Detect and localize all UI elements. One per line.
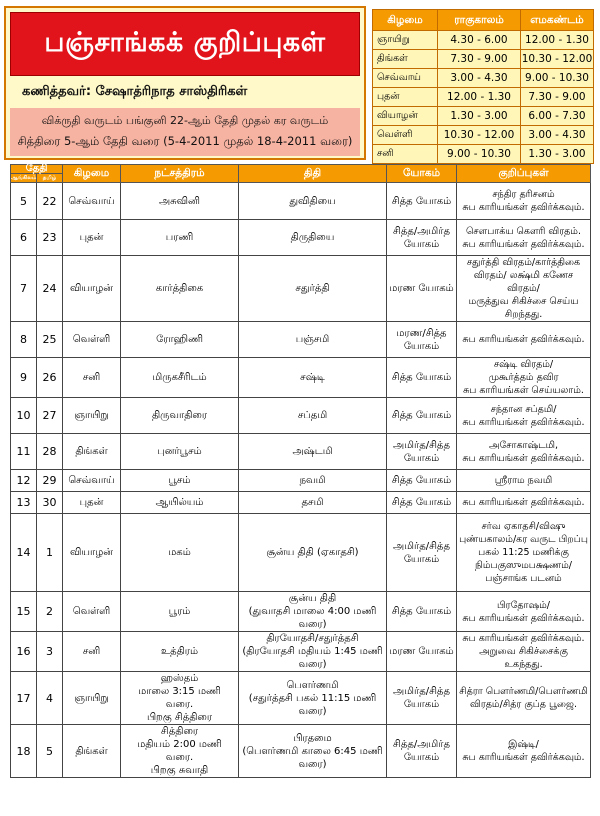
date-ta-cell: 25 [37, 322, 63, 358]
table-row [11, 672, 591, 725]
day-cell: வியாழன் [63, 514, 121, 592]
day-cell: செவ்வாய் [63, 470, 121, 492]
notes-cell: சுப காரியங்கள் தவிர்க்கவும். [457, 322, 591, 358]
star-cell: அசுவினி [121, 183, 239, 220]
day-cell: ஞாயிறு [63, 398, 121, 434]
yogam-cell: மரண யோகம் [387, 632, 457, 672]
thithi-cell: பஞ்சமி [239, 322, 387, 358]
date-en-cell: 11 [11, 434, 37, 470]
kalam-rahu: 1.30 - 3.00 [438, 107, 521, 126]
yogam-cell: மரண யோகம் [387, 256, 457, 322]
thithi-cell: சூன்ய திதி (ஏகாதசி) [239, 514, 387, 592]
kalam-rahu: 9.00 - 10.30 [438, 145, 521, 164]
date-en-cell: 12 [11, 470, 37, 492]
star-cell: மிருகசீரிடம் [121, 358, 239, 398]
notes-cell: இஷ்டி/ சுப காரியங்கள் தவிர்க்கவும். [457, 725, 591, 778]
thithi-cell: துவிதியை [239, 183, 387, 220]
table-row [11, 592, 591, 632]
day-cell: ஞாயிறு [63, 672, 121, 725]
yogam-cell: சித்த யோகம் [387, 398, 457, 434]
date-ta-cell: 1 [37, 514, 63, 592]
table-row [11, 725, 591, 778]
notes-cell: பிரதோஷம்/ சுப காரியங்கள் தவிர்க்கவும். [457, 592, 591, 632]
date-ta-cell: 4 [37, 672, 63, 725]
thithi-cell: திரயோதசி/சதுர்த்தசி (திரயோதசி மதியம் 1:45 மணி வரை) [239, 632, 387, 672]
yogam-cell: சித்த/அமிர்த யோகம் [387, 220, 457, 256]
kalam-row [373, 88, 594, 107]
header-star: நட்சத்திரம் [121, 165, 239, 183]
star-cell: பரணி [121, 220, 239, 256]
kalam-day: சனி [373, 145, 438, 164]
thithi-cell: சதுர்த்தி [239, 256, 387, 322]
kalam-header-row [373, 10, 594, 31]
kalam-day: ஞாயிறு [373, 31, 438, 50]
kalam-yama: 10.30 - 12.00 [521, 50, 594, 69]
date-ta-cell: 29 [37, 470, 63, 492]
thithi-cell: தசமி [239, 492, 387, 514]
kalam-rahu: 10.30 - 12.00 [438, 126, 521, 145]
title-banner [10, 12, 360, 76]
notes-cell: சுப காரியங்கள் தவிர்க்கவும். [457, 492, 591, 514]
header-panel [4, 6, 366, 160]
kalam-yama: 1.30 - 3.00 [521, 145, 594, 164]
table-row [11, 632, 591, 672]
day-cell: வெள்ளி [63, 322, 121, 358]
kalam-header-day: கிழமை [373, 10, 438, 31]
kalam-yama: 9.00 - 10.30 [521, 69, 594, 88]
date-ta-cell: 24 [37, 256, 63, 322]
kalam-day: வியாழன் [373, 107, 438, 126]
star-cell: மகம் [121, 514, 239, 592]
date-en-cell: 6 [11, 220, 37, 256]
star-cell: புனர்பூசம் [121, 434, 239, 470]
kalam-rahu: 4.30 - 6.00 [438, 31, 521, 50]
kalam-rahu: 7.30 - 9.00 [438, 50, 521, 69]
day-cell: சனி [63, 358, 121, 398]
day-cell: சனி [63, 632, 121, 672]
yogam-cell: மரண/சித்த யோகம் [387, 322, 457, 358]
years-line: விக்ருதி வருடம் பங்குனி 22-ஆம் தேதி முதல் கர வருடம் [41, 114, 329, 127]
date-en-cell: 15 [11, 592, 37, 632]
kalam-day: திங்கள் [373, 50, 438, 69]
table-row [11, 183, 591, 220]
kalam-rahu: 12.00 - 1.30 [438, 88, 521, 107]
date-ta-cell: 27 [37, 398, 63, 434]
notes-cell: சௌபாக்ய கௌரி விரதம். சுப காரியங்கள் தவிர்க்கவும். [457, 220, 591, 256]
kalam-yama: 3.00 - 4.30 [521, 126, 594, 145]
kalam-table [372, 9, 594, 164]
star-cell: கார்த்திகை [121, 256, 239, 322]
day-cell: திங்கள் [63, 725, 121, 778]
page-title: பஞ்சாங்கக் குறிப்புகள் [44, 26, 326, 58]
yogam-cell: சித்த யோகம் [387, 470, 457, 492]
kalam-row [373, 107, 594, 126]
kalam-row [373, 145, 594, 164]
header-yogam: யோகம் [387, 165, 457, 183]
main-header-row-1 [11, 165, 591, 174]
star-cell: ஹஸ்தம் மாலை 3:15 மணி வரை. பிறகு சித்திரை [121, 672, 239, 725]
kalam-yama: 12.00 - 1.30 [521, 31, 594, 50]
table-row [11, 398, 591, 434]
thithi-cell: பிரதமை (பௌர்ணமி காலை 6:45 மணி வரை) [239, 725, 387, 778]
author-line: கணித்தவர்: சேஷாத்ரிநாத சாஸ்திரிகள் [22, 84, 248, 99]
thithi-cell: பௌர்ணமி (சதுர்த்தசி பகல் 11:15 மணி வரை) [239, 672, 387, 725]
panchangam-table [10, 164, 591, 778]
header-date: தேதி [11, 165, 63, 174]
notes-cell: சந்திர தரிசனம் சுப காரியங்கள் தவிர்க்கவும். [457, 183, 591, 220]
date-ta-cell: 30 [37, 492, 63, 514]
header-notes: குறிப்புகள் [457, 165, 591, 183]
yogam-cell: அமிர்த/சித்த யோகம் [387, 672, 457, 725]
yogam-cell: சித்த/அமிர்த யோகம் [387, 725, 457, 778]
date-ta-cell: 28 [37, 434, 63, 470]
date-ta-cell: 23 [37, 220, 63, 256]
date-ta-cell: 2 [37, 592, 63, 632]
notes-cell: அசோகாஷ்டமி, சுப காரியங்கள் தவிர்க்கவும். [457, 434, 591, 470]
date-en-cell: 10 [11, 398, 37, 434]
table-row [11, 492, 591, 514]
day-cell: வியாழன் [63, 256, 121, 322]
kalam-yama: 6.00 - 7.30 [521, 107, 594, 126]
thithi-cell: சூன்ய திதி (துவாதசி மாலை 4:00 மணி வரை) [239, 592, 387, 632]
date-en-cell: 8 [11, 322, 37, 358]
yogam-cell: சித்த யோகம் [387, 358, 457, 398]
date-ta-cell: 22 [37, 183, 63, 220]
table-row [11, 220, 591, 256]
day-cell: திங்கள் [63, 434, 121, 470]
kalam-row [373, 126, 594, 145]
thithi-cell: அஷ்டமி [239, 434, 387, 470]
period-box [10, 108, 360, 156]
kalam-row [373, 31, 594, 50]
date-en-cell: 18 [11, 725, 37, 778]
kalam-row [373, 69, 594, 88]
kalam-row [373, 50, 594, 69]
thithi-cell: சஷ்டி [239, 358, 387, 398]
star-cell: திருவாதிரை [121, 398, 239, 434]
date-en-cell: 9 [11, 358, 37, 398]
date-en-cell: 14 [11, 514, 37, 592]
notes-cell: சஷ்டி விரதம்/ முகூர்த்தம் தவிர சுப காரியங்கள் செய்யலாம். [457, 358, 591, 398]
notes-cell: ஸ்ரீராம நவமி [457, 470, 591, 492]
panchangam-body [11, 183, 591, 778]
table-row [11, 434, 591, 470]
notes-cell: சந்தான சப்தமி/ சுப காரியங்கள் தவிர்க்கவும். [457, 398, 591, 434]
header-day: கிழமை [63, 165, 121, 183]
notes-cell: சர்வ ஏகாதசி/விஷு புண்யகாலம்/கர வருட பிறப்பு பகல் 11:25 மணிக்கு நிம்பகுஸுமபக்ஷணம்/ பஞ்சாங்க படனம் [457, 514, 591, 592]
kalam-yama: 7.30 - 9.00 [521, 88, 594, 107]
star-cell: ஆயில்யம் [121, 492, 239, 514]
table-row [11, 514, 591, 592]
kalam-day: செவ்வாய் [373, 69, 438, 88]
kalam-header-rahu: ராகுகாலம் [438, 10, 521, 31]
kalam-day: புதன் [373, 88, 438, 107]
yogam-cell: அமிர்த/சித்த யோகம் [387, 434, 457, 470]
date-ta-cell: 5 [37, 725, 63, 778]
date-en-cell: 5 [11, 183, 37, 220]
date-en-cell: 7 [11, 256, 37, 322]
date-en-cell: 17 [11, 672, 37, 725]
header-thithi: திதி [239, 165, 387, 183]
star-cell: பூரம் [121, 592, 239, 632]
day-cell: புதன் [63, 492, 121, 514]
thithi-cell: நவமி [239, 470, 387, 492]
yogam-cell: சித்த யோகம் [387, 183, 457, 220]
day-cell: வெள்ளி [63, 592, 121, 632]
thithi-cell: சப்தமி [239, 398, 387, 434]
kalam-body [373, 31, 594, 164]
notes-cell: சதுர்த்தி விரதம்/கார்த்திகை விரதம்/ லக்ஷ்மி கணேச விரதம்/ மருத்துவ சிகிச்சை செய்ய சிறந்தது. [457, 256, 591, 322]
kalam-rahu: 3.00 - 4.30 [438, 69, 521, 88]
yogam-cell: சித்த யோகம் [387, 492, 457, 514]
date-ta-cell: 3 [37, 632, 63, 672]
yogam-cell: சித்த யோகம் [387, 592, 457, 632]
thithi-cell: திருதியை [239, 220, 387, 256]
star-cell: ரோஹிணி [121, 322, 239, 358]
day-cell: செவ்வாய் [63, 183, 121, 220]
star-cell: உத்திரம் [121, 632, 239, 672]
day-cell: புதன் [63, 220, 121, 256]
table-row [11, 470, 591, 492]
kalam-header-yama: எமகண்டம் [521, 10, 594, 31]
kalam-day: வெள்ளி [373, 126, 438, 145]
star-cell: பூசம் [121, 470, 239, 492]
notes-cell: சித்ரா பௌர்ணமி/பௌர்ணமி விரதம்/சித்ர குப்த பூஜை. [457, 672, 591, 725]
notes-cell: சுப காரியங்கள் தவிர்க்கவும். அறுவை சிகிச்சைக்கு உகந்தது. [457, 632, 591, 672]
date-en-cell: 16 [11, 632, 37, 672]
table-row [11, 322, 591, 358]
dates-line: சித்திரை 5-ஆம் தேதி வரை (5-4-2011 முதல் 18-4-2011 வரை) [17, 134, 353, 148]
date-en-cell: 13 [11, 492, 37, 514]
yogam-cell: அமிர்த/சித்த யோகம் [387, 514, 457, 592]
header-date-en: ஆங்கிலம் [11, 175, 37, 181]
header-date-ta: தமிழ் [37, 174, 63, 183]
table-row [11, 256, 591, 322]
date-ta-cell: 26 [37, 358, 63, 398]
table-row [11, 358, 591, 398]
star-cell: சித்திரை மதியம் 2:00 மணி வரை. பிறகு சுவாதி [121, 725, 239, 778]
